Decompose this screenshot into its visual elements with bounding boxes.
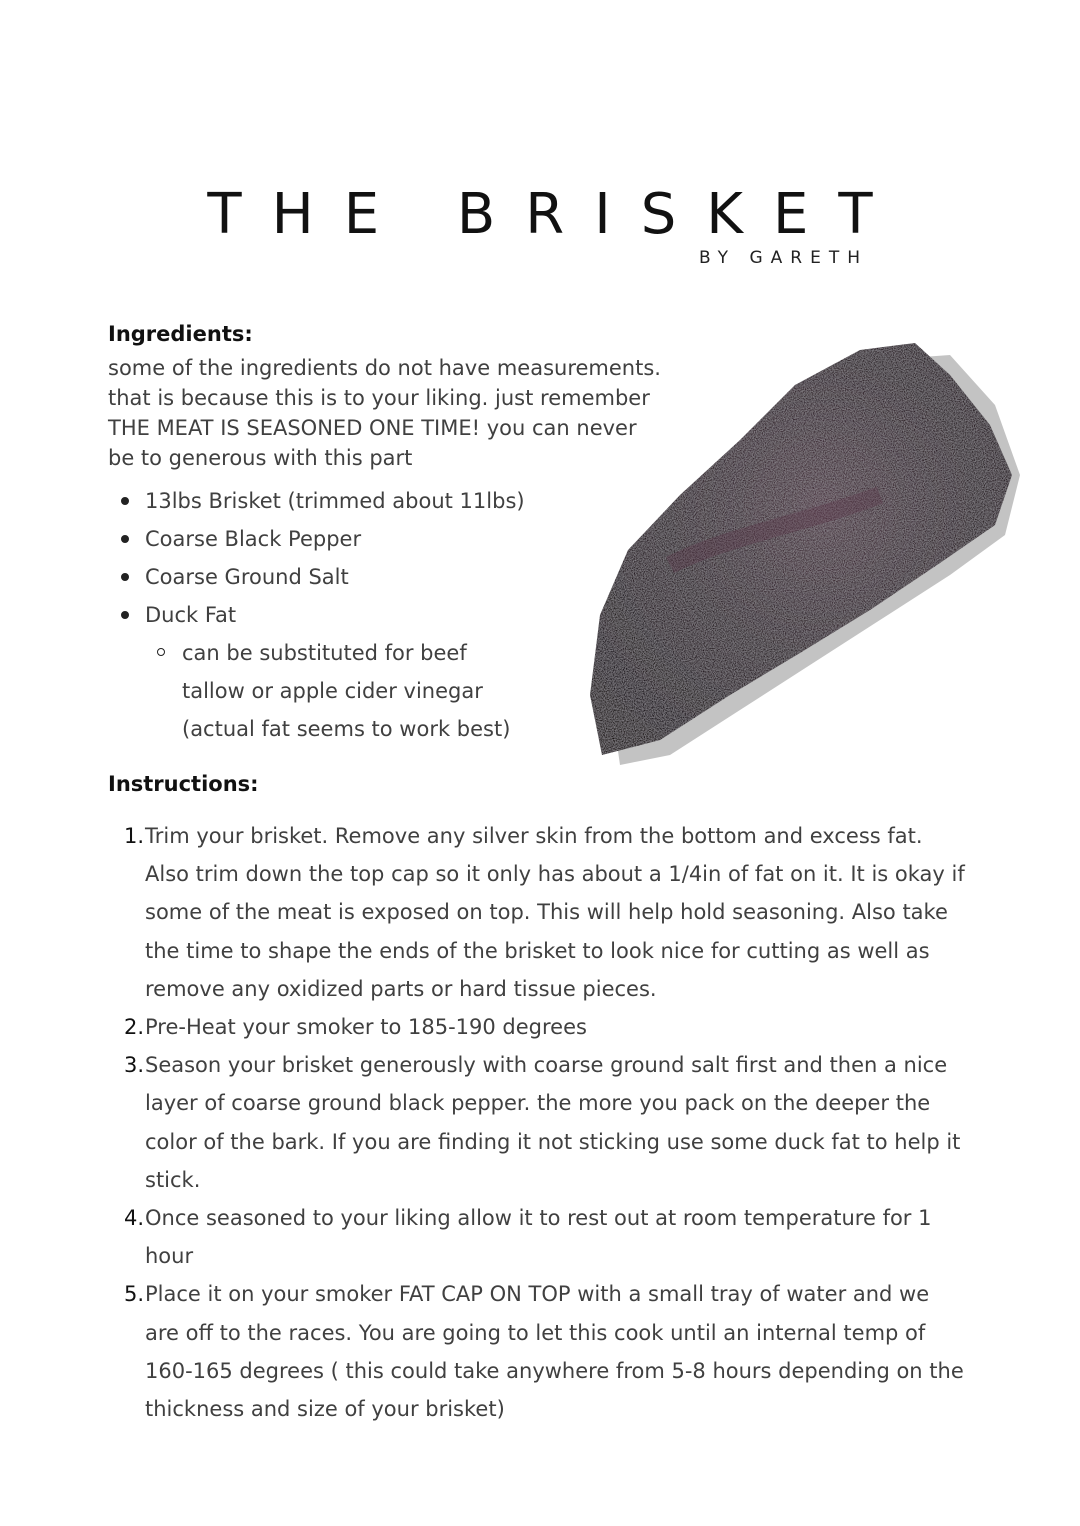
step-number: 5. bbox=[123, 1282, 144, 1307]
step-text: Season your brisket generously with coarse ground salt first and then a nice layer of coarse ground black pepper. the more you pack on the deeper the color of the bark. If you are finding it not sticking use some duck fat to help it stick. bbox=[145, 1053, 961, 1192]
instructions-heading: Instructions: bbox=[108, 772, 259, 796]
step-number: 2. bbox=[123, 1015, 144, 1040]
brisket-photo bbox=[550, 335, 1030, 795]
ingredient-sub-list bbox=[145, 634, 548, 748]
list-item bbox=[108, 520, 548, 558]
step-text: Place it on your smoker FAT CAP ON TOP with a small tray of water and we are off to the races. You are going to let this cook until an internal temp of 160-165 degrees ( this could take anywhere from 5-8 hours depending on the thickness and size of your brisket) bbox=[145, 1282, 964, 1422]
ingredient-label: Coarse Black Pepper bbox=[145, 527, 362, 551]
list-item bbox=[108, 1275, 968, 1428]
author-byline: BY GARETH bbox=[698, 248, 868, 268]
hollow-bullet-icon bbox=[157, 648, 165, 656]
ingredient-label: Coarse Ground Salt bbox=[145, 565, 349, 589]
step-text: Trim your brisket. Remove any silver skin from the bottom and excess fat. Also trim down the top cap so it only has about a 1/4in of fat on it. It is okay if some of the meat is exposed on top. This will help hold seasoning. Also take the time to shape the ends of the brisket to look nice for cutting as well as remove any oxidized parts or hard tissue pieces. bbox=[145, 824, 965, 1001]
ingredient-label: Duck Fat bbox=[145, 603, 237, 627]
list-item bbox=[108, 1008, 968, 1046]
ingredient-label: 13lbs Brisket (trimmed about 11lbs) bbox=[145, 489, 525, 513]
page-title: THE BRISKET bbox=[207, 182, 903, 247]
list-item bbox=[108, 596, 548, 748]
step-text: Once seasoned to your liking allow it to rest out at room temperature for 1 hour bbox=[145, 1206, 932, 1269]
step-number: 4. bbox=[123, 1206, 144, 1231]
ingredients-list bbox=[108, 482, 548, 748]
ingredients-heading: Ingredients: bbox=[108, 322, 253, 346]
sub-item-label: can be substituted for beef tallow or apple cider vinegar (actual fat seems to work best) bbox=[182, 641, 511, 741]
bullet-icon bbox=[121, 497, 129, 505]
list-item bbox=[108, 482, 548, 520]
sub-list-item bbox=[145, 634, 512, 748]
bullet-icon bbox=[121, 611, 129, 619]
list-item bbox=[108, 558, 548, 596]
instructions-list bbox=[108, 817, 968, 1428]
list-item bbox=[108, 1046, 968, 1199]
step-text: Pre-Heat your smoker to 185-190 degrees bbox=[145, 1015, 587, 1040]
ingredients-intro: some of the ingredients do not have measurements. that is because this is to your liking. just remember THE MEAT IS SEASONED ONE TIME! you can never be to generous with this part bbox=[108, 356, 661, 470]
bullet-icon bbox=[121, 535, 129, 543]
step-number: 1. bbox=[123, 824, 144, 848]
bullet-icon bbox=[121, 573, 129, 581]
list-item bbox=[108, 1199, 968, 1275]
step-number: 3. bbox=[123, 1053, 144, 1078]
list-item bbox=[108, 817, 968, 1008]
brisket-image bbox=[550, 335, 1030, 795]
